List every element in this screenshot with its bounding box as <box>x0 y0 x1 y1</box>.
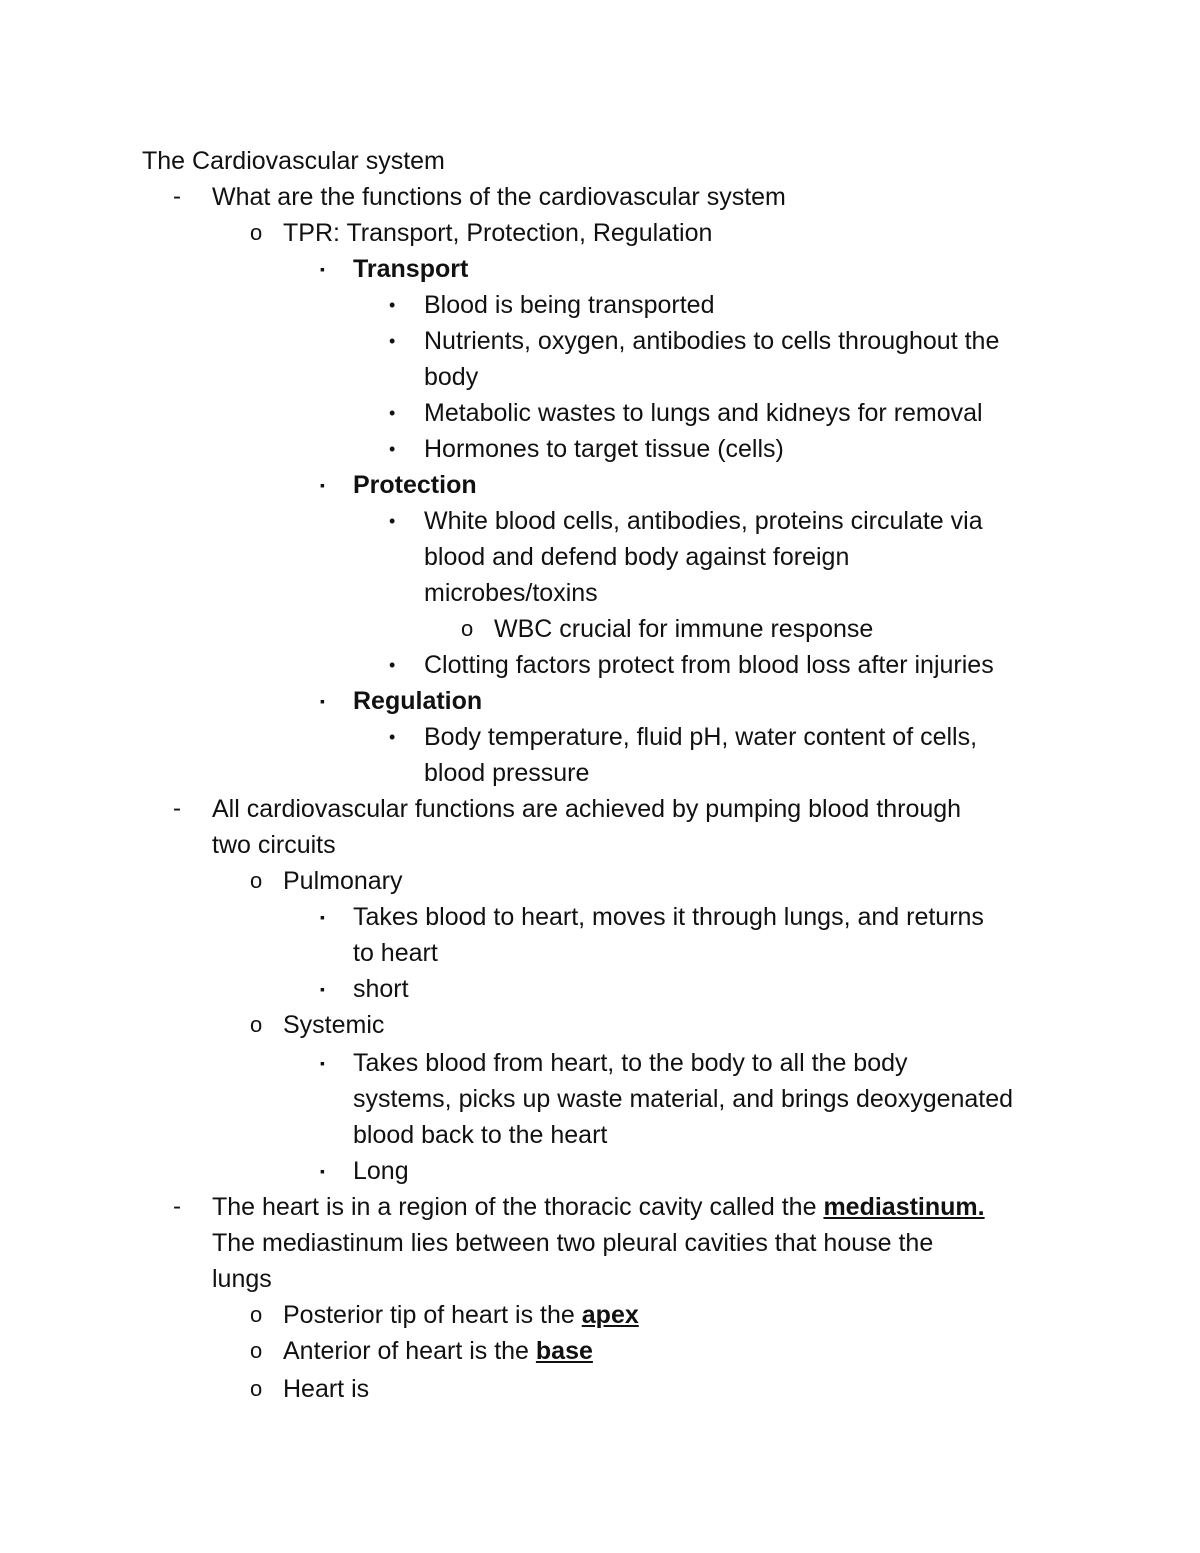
functions-question: What are the functions of the cardiovascular system <box>212 183 786 211</box>
bullet-marker: • <box>389 295 396 315</box>
bullet-marker: • <box>389 727 396 747</box>
transport-item: Hormones to target tissue (cells) <box>424 435 784 463</box>
circle-marker: o <box>250 1302 263 1327</box>
circle-marker: o <box>250 868 263 893</box>
mediastinum-term: mediastinum. <box>823 1193 985 1221</box>
dash-marker: - <box>173 183 181 210</box>
wbc-subitem: WBC crucial for immune response <box>494 615 874 643</box>
systemic-length: Long <box>353 1157 409 1185</box>
mediastinum-sentence <box>212 1192 985 1222</box>
protection-item-continued: blood and defend body against foreign <box>424 543 850 571</box>
protection-heading: Protection <box>353 471 477 499</box>
mediastinum-sentence-continued: lungs <box>212 1265 272 1293</box>
heart-is-item: Heart is <box>283 1375 370 1403</box>
circle-marker: o <box>250 1338 263 1363</box>
apex-term: apex <box>581 1301 639 1329</box>
dash-marker: - <box>173 795 181 822</box>
circle-marker: o <box>461 616 474 641</box>
systemic-description-continued: blood back to the heart <box>353 1121 608 1149</box>
document-title: The Cardiovascular system <box>142 147 445 175</box>
apex-text: Posterior tip of heart is the <box>283 1301 582 1329</box>
bullet-marker: • <box>389 331 396 351</box>
pulmonary-label: Pulmonary <box>283 867 403 895</box>
mediastinum-sentence-text: The heart is in a region of the thoracic cavity called the <box>212 1193 824 1221</box>
pulmonary-length: short <box>353 975 409 1003</box>
apex-item <box>283 1300 639 1330</box>
tpr-summary: TPR: Transport, Protection, Regulation <box>283 219 713 247</box>
transport-item: Blood is being transported <box>424 291 715 319</box>
bullet-marker: • <box>389 403 396 423</box>
bullet-marker: • <box>389 655 396 675</box>
square-marker: ▪ <box>320 693 325 709</box>
protection-item: Clotting factors protect from blood loss after injuries <box>424 651 994 679</box>
circuits-intro: All cardiovascular functions are achieved by pumping blood through <box>212 795 962 823</box>
square-marker: ▪ <box>320 477 325 493</box>
square-marker: ▪ <box>320 1163 325 1179</box>
regulation-heading: Regulation <box>353 687 483 715</box>
regulation-item-continued: blood pressure <box>424 759 590 787</box>
square-marker: ▪ <box>320 261 325 277</box>
circle-marker: o <box>250 1376 263 1401</box>
mediastinum-sentence-continued: The mediastinum lies between two pleural cavities that house the <box>212 1229 934 1257</box>
circle-marker: o <box>250 220 263 245</box>
systemic-description-continued: systems, picks up waste material, and brings deoxygenated <box>353 1085 1014 1113</box>
bullet-marker: • <box>389 439 396 459</box>
base-text: Anterior of heart is the <box>283 1337 536 1365</box>
base-term: base <box>535 1337 593 1365</box>
regulation-item: Body temperature, fluid pH, water content of cells, <box>424 723 978 751</box>
pulmonary-description: Takes blood to heart, moves it through lungs, and returns <box>353 903 984 931</box>
circle-marker: o <box>250 1012 263 1037</box>
protection-item: White blood cells, antibodies, proteins circulate via <box>424 507 983 535</box>
bullet-marker: • <box>389 511 396 531</box>
systemic-label: Systemic <box>283 1011 385 1039</box>
transport-item: Metabolic wastes to lungs and kidneys for removal <box>424 399 983 427</box>
protection-item-continued: microbes/toxins <box>424 579 598 607</box>
transport-heading: Transport <box>353 255 469 283</box>
base-item <box>283 1336 593 1366</box>
square-marker: ▪ <box>320 909 325 925</box>
dash-marker: - <box>173 1193 181 1220</box>
circuits-intro-continued: two circuits <box>212 831 336 859</box>
systemic-description: Takes blood from heart, to the body to all the body <box>353 1049 908 1077</box>
square-marker: ▪ <box>320 981 325 997</box>
transport-item: Nutrients, oxygen, antibodies to cells throughout the <box>424 327 1000 355</box>
pulmonary-description-continued: to heart <box>353 939 438 967</box>
square-marker: ▪ <box>320 1055 325 1071</box>
transport-item-continued: body <box>424 363 479 391</box>
